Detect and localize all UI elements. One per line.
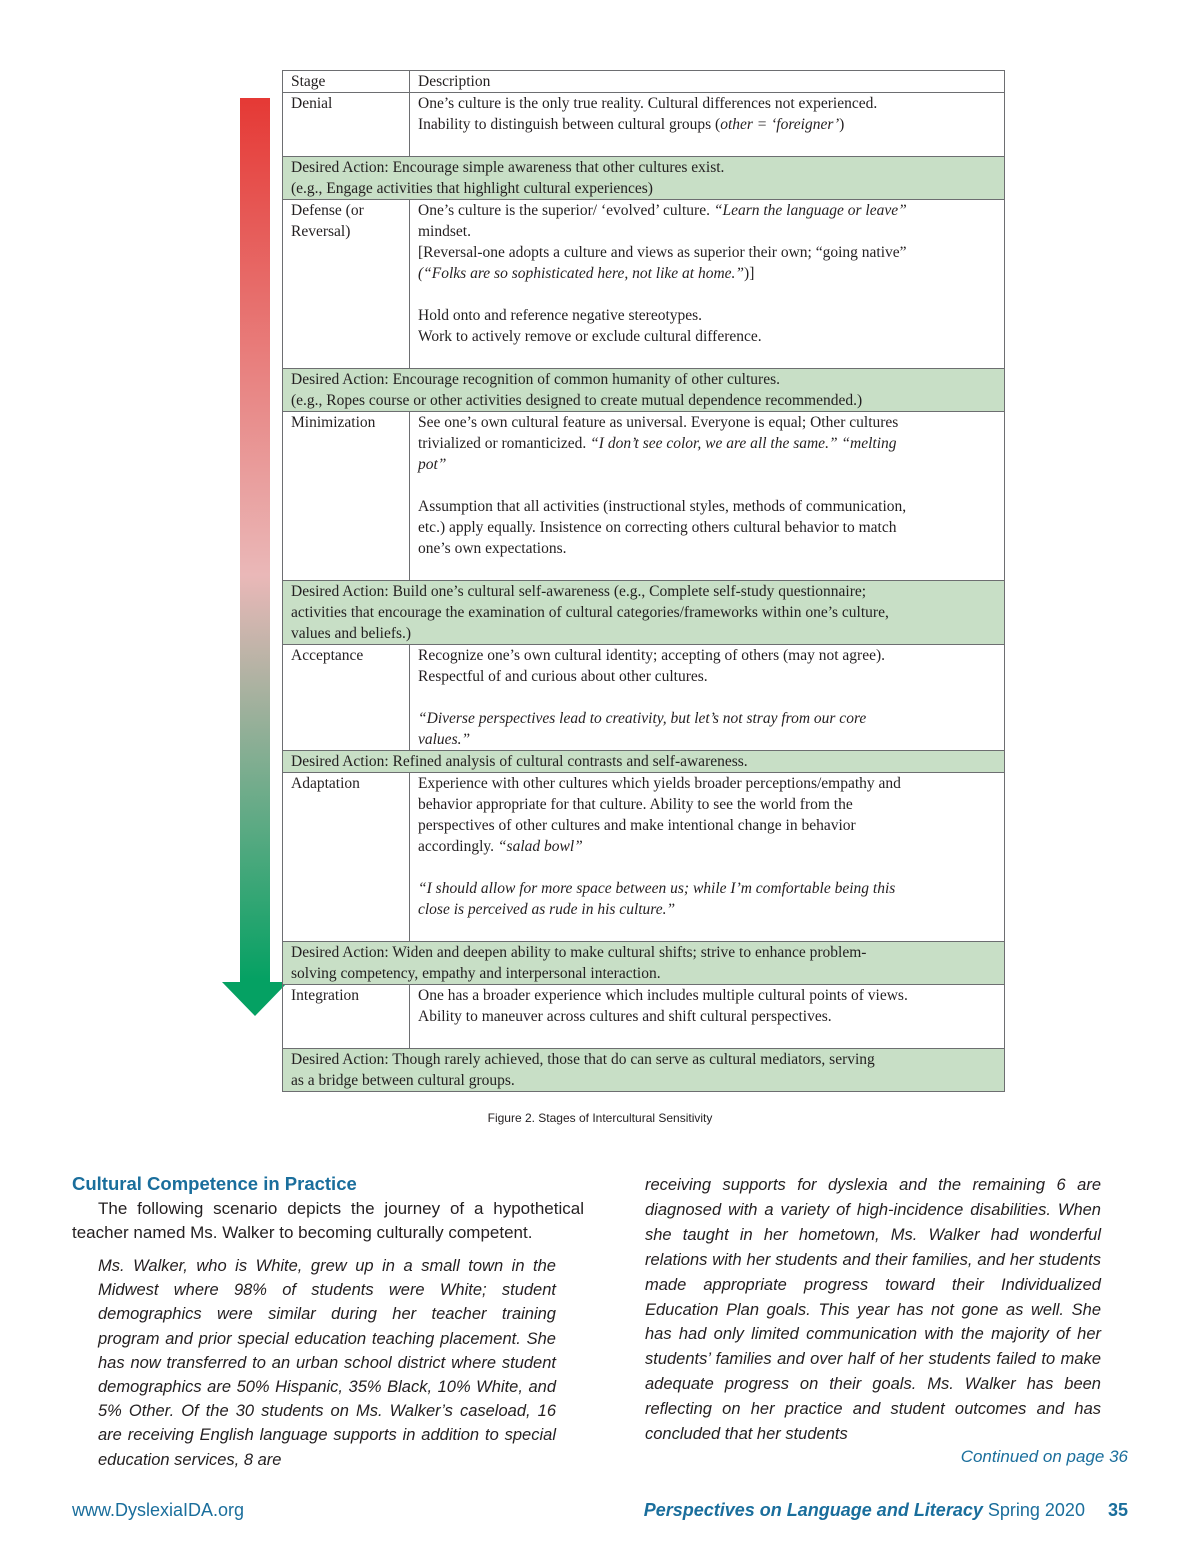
description-text: accordingly. xyxy=(418,838,498,855)
intro-paragraph: The following scenario depicts the journey of a hypothetical teacher named Ms. Walker to becoming culturally competent. xyxy=(72,1199,584,1242)
action-line: values and beliefs.) xyxy=(291,625,412,642)
figure-caption: Figure 2. Stages of Intercultural Sensitivity xyxy=(487,1111,713,1125)
description-text: Ability to maneuver across cultures and shift cultural perspectives. xyxy=(418,1008,832,1025)
description-line xyxy=(418,200,996,221)
description-line xyxy=(418,666,996,687)
description-text: “I don’t see color, we are all the same.” “melting xyxy=(590,435,897,452)
stage-description xyxy=(410,985,1005,1049)
description-line xyxy=(418,794,996,815)
description-text: ) xyxy=(839,116,845,133)
desired-action xyxy=(283,751,1005,773)
issue-date: Spring 2020 xyxy=(987,1500,1085,1520)
description-text: One has a broader experience which includes multiple cultural points of views. xyxy=(418,987,908,1004)
footer-publication xyxy=(644,1500,1128,1521)
description-line xyxy=(418,773,996,794)
stages-table xyxy=(282,70,1005,1092)
description-text: Inability to distinguish between cultural groups ( xyxy=(418,116,721,133)
description-line xyxy=(418,135,996,156)
description-line xyxy=(418,857,996,878)
description-line xyxy=(418,263,996,284)
desired-action-row xyxy=(283,942,1005,985)
description-text: One’s culture is the superior/ ‘evolved’ culture. xyxy=(418,202,714,219)
action-line: Desired Action: Refined analysis of cultural contrasts and self-awareness. xyxy=(291,753,748,770)
description-line xyxy=(418,708,996,729)
stage-row xyxy=(283,773,1005,942)
stage-description xyxy=(410,200,1005,369)
description-text: behavior appropriate for that culture. Ability to see the world from the xyxy=(418,796,853,813)
action-line: Desired Action: Though rarely achieved, those that do can serve as cultural mediators, serving xyxy=(291,1051,875,1068)
description-line xyxy=(418,899,996,920)
description-line xyxy=(418,815,996,836)
stage-name: Minimization xyxy=(283,412,410,581)
action-line: (e.g., Ropes course or other activities designed to create mutual dependence recommended.) xyxy=(291,392,863,409)
description-text: Work to actively remove or exclude cultural difference. xyxy=(418,328,762,345)
action-line: Desired Action: Encourage recognition of common humanity of other cultures. xyxy=(291,371,780,388)
description-line xyxy=(418,1006,996,1027)
description-line xyxy=(418,433,996,454)
section-title: Cultural Competence in Practice xyxy=(72,1173,357,1194)
stage-row xyxy=(283,645,1005,751)
description-text: trivialized or romanticized. xyxy=(418,435,591,452)
description-line xyxy=(418,326,996,347)
description-text: “salad bowl” xyxy=(497,838,583,855)
description-text: See one’s own cultural feature as universal. Everyone is equal; Other cultures xyxy=(418,414,899,431)
desired-action xyxy=(283,369,1005,412)
description-text: Experience with other cultures which yields broader perceptions/empathy and xyxy=(418,775,901,792)
description-text: etc.) apply equally. Insistence on correcting others cultural behavior to match xyxy=(418,519,897,536)
desired-action-row xyxy=(283,1049,1005,1092)
description-text: Assumption that all activities (instructional styles, methods of communication, xyxy=(418,498,907,515)
description-line xyxy=(418,347,996,368)
description-line xyxy=(418,878,996,899)
stage-description xyxy=(410,93,1005,157)
description-line xyxy=(418,985,996,1006)
description-text: (“Folks are so sophisticated here, not like at home.” xyxy=(418,265,745,282)
description-line xyxy=(418,305,996,326)
footer-website[interactable]: www.DyslexiaIDA.org xyxy=(72,1500,245,1520)
description-line xyxy=(418,836,996,857)
description-line xyxy=(418,920,996,941)
description-line xyxy=(418,559,996,580)
desired-action xyxy=(283,942,1005,985)
action-line: Desired Action: Widen and deepen ability to make cultural shifts; strive to enhance problem- xyxy=(291,944,867,961)
desired-action-row xyxy=(283,157,1005,200)
scenario-text-right: receiving supports for dyslexia and the remaining 6 are diagnosed with a variety of high-incidence disabilities. When she taught in her hometown, Ms. Walker had wonderful relations with her students and their families, and her students made appropriate progress toward their Individualized Education Plan goals. This year has not gone as well. She has had only limited communication with the majority of her students’ families and over half of her students failed to make adequate progress on their goals. Ms. Walker has been reflecting on her practice and student outcomes and has concluded that her students xyxy=(645,1176,1101,1444)
page-number: 35 xyxy=(1107,1500,1128,1520)
header-description: Description xyxy=(410,71,1005,93)
description-line xyxy=(418,517,996,538)
description-line xyxy=(418,729,996,750)
description-line xyxy=(418,221,996,242)
scenario-text-left: Ms. Walker, who is White, grew up in a small town in the Midwest where 98% of students were White; student demographics were similar during her teacher training program and prior special education teaching placement. She has now transferred to an urban school district where student demographics are 50% Hispanic, 35% Black, 10% White, and 5% Other. Of the 30 students on Ms. Walker’s caseload, 16 are receiving English language supports in addition to special education services, 8 are xyxy=(98,1257,556,1469)
stage-name: Integration xyxy=(283,985,410,1049)
header-stage: Stage xyxy=(283,71,410,93)
stage-row xyxy=(283,200,1005,369)
description-line xyxy=(418,538,996,559)
desired-action xyxy=(283,1049,1005,1092)
description-text: values.” xyxy=(418,731,471,748)
description-line xyxy=(418,93,996,114)
description-text: close is perceived as rude in his culture.” xyxy=(418,901,676,918)
description-text: Respectful of and curious about other cultures. xyxy=(418,668,708,685)
description-line xyxy=(418,454,996,475)
stage-row xyxy=(283,412,1005,581)
description-text: Hold onto and reference negative stereotypes. xyxy=(418,307,703,324)
description-text: one’s own expectations. xyxy=(418,540,567,557)
journal-title: Perspectives on Language and Literacy xyxy=(643,1500,983,1520)
description-text: perspectives of other cultures and make intentional change in behavior xyxy=(418,817,856,834)
stage-description xyxy=(410,773,1005,942)
description-text: other = ‘foreigner’ xyxy=(720,116,840,133)
desired-action-row xyxy=(283,581,1005,645)
description-text: “I should allow for more space between us; while I’m comfortable being this xyxy=(418,880,896,897)
description-text: “Learn the language or leave” xyxy=(713,202,907,219)
action-line: activities that encourage the examination of cultural categories/frameworks within one’s culture, xyxy=(291,604,889,621)
stage-row xyxy=(283,985,1005,1049)
description-line xyxy=(418,475,996,496)
stage-description xyxy=(410,412,1005,581)
stage-name: Acceptance xyxy=(283,645,410,751)
description-text: )] xyxy=(744,265,755,282)
description-line xyxy=(418,114,996,135)
description-text: pot” xyxy=(418,456,447,473)
desired-action-row xyxy=(283,751,1005,773)
stage-name: Defense (or Reversal) xyxy=(283,200,410,369)
action-line: as a bridge between cultural groups. xyxy=(291,1072,515,1089)
description-line xyxy=(418,687,996,708)
description-text: “Diverse perspectives lead to creativity, but let’s not stray from our core xyxy=(418,710,867,727)
description-text: mindset. xyxy=(418,223,471,240)
table-header-row xyxy=(283,71,1005,93)
stage-name: Adaptation xyxy=(283,773,410,942)
description-line xyxy=(418,242,996,263)
stage-row xyxy=(283,93,1005,157)
description-line xyxy=(418,284,996,305)
stage-description xyxy=(410,645,1005,751)
description-line xyxy=(418,645,996,666)
description-text: [Reversal-one adopts a culture and views as superior their own; “going native” xyxy=(418,244,907,261)
description-line xyxy=(418,412,996,433)
description-line xyxy=(418,1027,996,1048)
desired-action xyxy=(283,581,1005,645)
action-line: Desired Action: Encourage simple awareness that other cultures exist. xyxy=(291,159,725,176)
stage-name: Denial xyxy=(283,93,410,157)
description-line xyxy=(418,496,996,517)
action-line: solving competency, empathy and interpersonal interaction. xyxy=(291,965,661,982)
description-text: One’s culture is the only true reality. Cultural differences not experienced. xyxy=(418,95,878,112)
desired-action xyxy=(283,157,1005,200)
continued-link[interactable]: Continued on page 36 xyxy=(960,1447,1128,1466)
desired-action-row xyxy=(283,369,1005,412)
arrow-shape xyxy=(222,98,288,1016)
intercultural-sensitivity-arrow xyxy=(222,98,288,1018)
action-line: (e.g., Engage activities that highlight cultural experiences) xyxy=(291,180,653,197)
description-text: Recognize one’s own cultural identity; accepting of others (may not agree). xyxy=(418,647,885,664)
action-line: Desired Action: Build one’s cultural self-awareness (e.g., Complete self-study questionnaire; xyxy=(291,583,867,600)
